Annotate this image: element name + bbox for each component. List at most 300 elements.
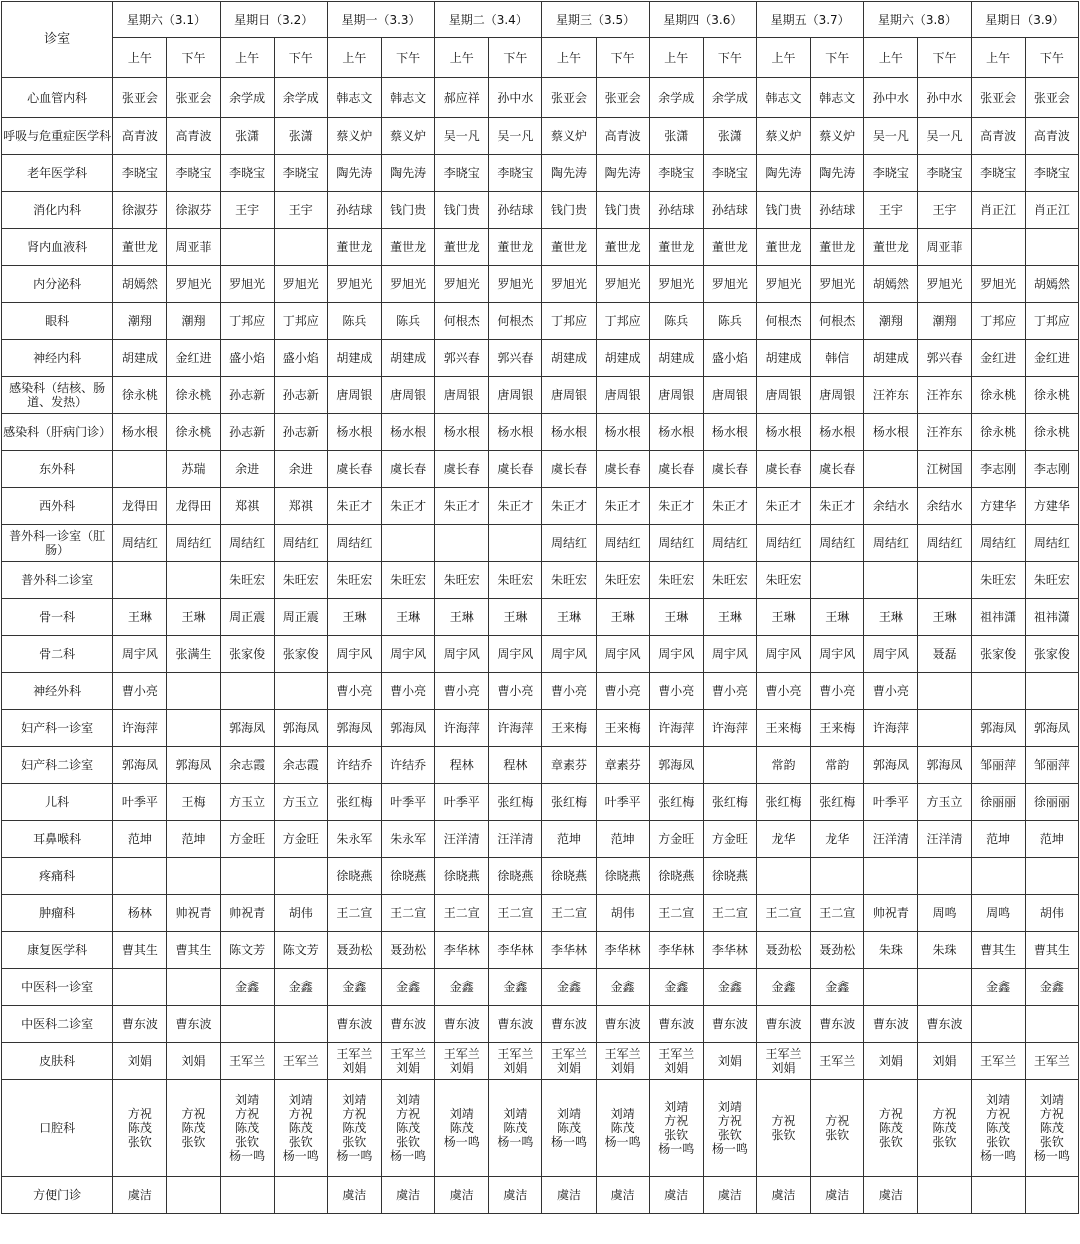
- doctor-cell: 周宇风: [113, 636, 167, 673]
- doctor-cell: 郭海凤: [1025, 710, 1078, 747]
- doctor-cell: 罗旭光: [756, 266, 810, 303]
- doctor-cell: 高青波: [113, 118, 167, 155]
- doctor-cell: [918, 673, 971, 710]
- doctor-cell: 叶季平: [382, 784, 435, 821]
- doctor-cell: 方祝 张钦: [811, 1080, 864, 1177]
- doctor-cell: 王琳: [918, 599, 971, 636]
- doctor-cell: 唐周银: [649, 377, 703, 414]
- table-row: [2, 414, 1079, 451]
- doctor-cell: 周结红: [167, 525, 220, 562]
- doctor-cell: 许结乔: [382, 747, 435, 784]
- doctor-cell: 章素芬: [542, 747, 596, 784]
- department-name: 心血管内科: [2, 78, 113, 118]
- doctor-cell: 范坤: [542, 821, 596, 858]
- doctor-cell: 潮翔: [113, 303, 167, 340]
- doctor-cell: 曹东波: [382, 1006, 435, 1043]
- doctor-cell: [220, 1006, 274, 1043]
- doctor-cell: [220, 1177, 274, 1214]
- doctor-cell: 刘靖 方祝 陈茂 张钦 杨一鸣: [1025, 1080, 1078, 1177]
- doctor-cell: 周结红: [864, 525, 918, 562]
- doctor-cell: 余进: [220, 451, 274, 488]
- doctor-cell: 孙中水: [918, 78, 971, 118]
- doctor-cell: 胡建成: [596, 340, 649, 377]
- doctor-cell: 方祝 陈茂 张钦: [167, 1080, 220, 1177]
- doctor-cell: 韩志文: [756, 78, 810, 118]
- doctor-cell: 周宇风: [811, 636, 864, 673]
- doctor-cell: [113, 969, 167, 1006]
- doctor-cell: 李华林: [435, 932, 489, 969]
- department-name: 西外科: [2, 488, 113, 525]
- doctor-cell: 刘靖 方祝 陈茂 张钦 杨一鸣: [971, 1080, 1025, 1177]
- doctor-cell: 朱旺宏: [596, 562, 649, 599]
- doctor-cell: 罗旭光: [274, 266, 327, 303]
- doctor-cell: 盛小焰: [703, 340, 756, 377]
- afternoon-header: 下午: [167, 38, 220, 78]
- doctor-cell: 胡建成: [113, 340, 167, 377]
- doctor-cell: 周结红: [918, 525, 971, 562]
- doctor-cell: 王二宣: [382, 895, 435, 932]
- doctor-cell: 潮翔: [167, 303, 220, 340]
- doctor-cell: 李晓宝: [649, 155, 703, 192]
- doctor-cell: 罗旭光: [596, 266, 649, 303]
- doctor-cell: [971, 1006, 1025, 1043]
- doctor-cell: 唐周银: [382, 377, 435, 414]
- doctor-cell: [864, 858, 918, 895]
- doctor-cell: 朱永军: [382, 821, 435, 858]
- doctor-cell: 朱正才: [327, 488, 381, 525]
- doctor-cell: 许海萍: [864, 710, 918, 747]
- doctor-cell: 胡伟: [1025, 895, 1078, 932]
- doctor-cell: 周正震: [220, 599, 274, 636]
- doctor-cell: 韩志文: [327, 78, 381, 118]
- doctor-cell: 周结红: [542, 525, 596, 562]
- department-name: 神经外科: [2, 673, 113, 710]
- doctor-cell: 范坤: [167, 821, 220, 858]
- doctor-cell: 钱门贵: [542, 192, 596, 229]
- doctor-cell: 周结红: [327, 525, 381, 562]
- department-name: 方便门诊: [2, 1177, 113, 1214]
- table-row: [2, 192, 1079, 229]
- doctor-cell: [864, 451, 918, 488]
- doctor-cell: 何根杰: [435, 303, 489, 340]
- doctor-cell: [167, 562, 220, 599]
- doctor-cell: 张亚会: [167, 78, 220, 118]
- doctor-cell: 张满生: [167, 636, 220, 673]
- doctor-cell: 刘靖 方祝 陈茂 张钦 杨一鸣: [274, 1080, 327, 1177]
- doctor-cell: 朱正才: [649, 488, 703, 525]
- afternoon-header: 下午: [382, 38, 435, 78]
- doctor-cell: [489, 525, 542, 562]
- doctor-cell: 金鑫: [382, 969, 435, 1006]
- doctor-cell: 徐永桃: [971, 414, 1025, 451]
- doctor-cell: 王二宣: [542, 895, 596, 932]
- doctor-cell: 张亚会: [542, 78, 596, 118]
- doctor-cell: 曹小亮: [327, 673, 381, 710]
- doctor-cell: 王来梅: [596, 710, 649, 747]
- doctor-cell: 虞洁: [327, 1177, 381, 1214]
- doctor-cell: 董世龙: [327, 229, 381, 266]
- doctor-cell: 叶季平: [435, 784, 489, 821]
- morning-header: 上午: [864, 38, 918, 78]
- doctor-cell: 方玉立: [918, 784, 971, 821]
- department-name: 妇产科一诊室: [2, 710, 113, 747]
- doctor-cell: 王军兰 刘娟: [489, 1043, 542, 1080]
- table-row: [2, 562, 1079, 599]
- doctor-cell: 胡伟: [274, 895, 327, 932]
- doctor-cell: 虞长春: [489, 451, 542, 488]
- doctor-cell: [703, 747, 756, 784]
- doctor-cell: [274, 1177, 327, 1214]
- doctor-cell: 张家俊: [1025, 636, 1078, 673]
- doctor-cell: [167, 710, 220, 747]
- doctor-cell: 陶先涛: [327, 155, 381, 192]
- doctor-cell: 孙结球: [811, 192, 864, 229]
- table-row: [2, 858, 1079, 895]
- department-name: 中医科二诊室: [2, 1006, 113, 1043]
- doctor-cell: 郭海凤: [649, 747, 703, 784]
- department-name: 疼痛科: [2, 858, 113, 895]
- doctor-cell: 曹东波: [489, 1006, 542, 1043]
- doctor-cell: 周正震: [274, 599, 327, 636]
- doctor-cell: 王军兰 刘娟: [756, 1043, 810, 1080]
- doctor-cell: 龙华: [811, 821, 864, 858]
- doctor-cell: 罗旭光: [649, 266, 703, 303]
- doctor-cell: [220, 858, 274, 895]
- doctor-cell: 蔡义炉: [327, 118, 381, 155]
- doctor-cell: 孙结球: [327, 192, 381, 229]
- doctor-cell: 刘靖 陈茂 杨一鸣: [435, 1080, 489, 1177]
- doctor-cell: 王宇: [220, 192, 274, 229]
- doctor-cell: 叶季平: [596, 784, 649, 821]
- doctor-cell: 曹东波: [811, 1006, 864, 1043]
- doctor-cell: 李志刚: [971, 451, 1025, 488]
- doctor-cell: 董世龙: [649, 229, 703, 266]
- afternoon-header: 下午: [489, 38, 542, 78]
- doctor-cell: 李晓宝: [971, 155, 1025, 192]
- doctor-cell: 郭兴春: [435, 340, 489, 377]
- doctor-cell: 孙志新: [274, 414, 327, 451]
- doctor-cell: 朱旺宏: [971, 562, 1025, 599]
- doctor-cell: 王军兰 刘娟: [596, 1043, 649, 1080]
- doctor-cell: 周宇风: [382, 636, 435, 673]
- department-name: 肾内血液科: [2, 229, 113, 266]
- doctor-cell: [971, 673, 1025, 710]
- doctor-cell: [864, 969, 918, 1006]
- doctor-cell: 曹其生: [113, 932, 167, 969]
- table-row: [2, 155, 1079, 192]
- doctor-cell: 江树国: [918, 451, 971, 488]
- doctor-cell: 周宇风: [596, 636, 649, 673]
- doctor-cell: 徐永桃: [971, 377, 1025, 414]
- doctor-cell: 许海萍: [435, 710, 489, 747]
- doctor-cell: 郝应祥: [435, 78, 489, 118]
- doctor-cell: 周结红: [1025, 525, 1078, 562]
- doctor-cell: 孙中水: [489, 78, 542, 118]
- doctor-cell: 钱门贵: [596, 192, 649, 229]
- doctor-cell: 方建华: [971, 488, 1025, 525]
- doctor-cell: 丁邦应: [971, 303, 1025, 340]
- doctor-cell: 朱正才: [596, 488, 649, 525]
- doctor-cell: 王二宣: [811, 895, 864, 932]
- afternoon-header: 下午: [596, 38, 649, 78]
- doctor-cell: 陈兵: [382, 303, 435, 340]
- table-row: [2, 525, 1079, 562]
- doctor-cell: 罗旭光: [382, 266, 435, 303]
- doctor-cell: 余结水: [918, 488, 971, 525]
- doctor-cell: 周宇风: [703, 636, 756, 673]
- doctor-cell: 胡建成: [649, 340, 703, 377]
- doctor-cell: 聂劲松: [382, 932, 435, 969]
- doctor-cell: 蔡义炉: [811, 118, 864, 155]
- doctor-cell: [1025, 673, 1078, 710]
- doctor-cell: 周结红: [220, 525, 274, 562]
- doctor-cell: 陈兵: [649, 303, 703, 340]
- doctor-cell: 王琳: [756, 599, 810, 636]
- doctor-cell: 周亚菲: [918, 229, 971, 266]
- doctor-cell: [1025, 229, 1078, 266]
- doctor-cell: 曹小亮: [382, 673, 435, 710]
- doctor-cell: 金鑫: [274, 969, 327, 1006]
- doctor-cell: 周结红: [756, 525, 810, 562]
- doctor-cell: 王军兰: [274, 1043, 327, 1080]
- morning-header: 上午: [649, 38, 703, 78]
- doctor-cell: 李晓宝: [435, 155, 489, 192]
- doctor-cell: 胡嫣然: [1025, 266, 1078, 303]
- doctor-cell: 陶先涛: [542, 155, 596, 192]
- doctor-cell: 徐晓燕: [703, 858, 756, 895]
- doctor-cell: 胡建成: [382, 340, 435, 377]
- doctor-cell: 聂磊: [918, 636, 971, 673]
- doctor-cell: 王二宣: [649, 895, 703, 932]
- half-day-header-row: [2, 38, 1079, 78]
- doctor-cell: 郑祺: [220, 488, 274, 525]
- doctor-cell: 陈兵: [703, 303, 756, 340]
- doctor-cell: 李晓宝: [220, 155, 274, 192]
- doctor-cell: 张家俊: [220, 636, 274, 673]
- doctor-cell: 周结红: [811, 525, 864, 562]
- doctor-cell: 范坤: [113, 821, 167, 858]
- doctor-cell: 朱旺宏: [1025, 562, 1078, 599]
- doctor-cell: 程林: [489, 747, 542, 784]
- doctor-cell: 常韵: [756, 747, 810, 784]
- doctor-cell: 汪洋清: [489, 821, 542, 858]
- table-row: [2, 1006, 1079, 1043]
- doctor-cell: 王琳: [435, 599, 489, 636]
- doctor-cell: 叶季平: [864, 784, 918, 821]
- doctor-cell: 徐淑芬: [167, 192, 220, 229]
- doctor-cell: 曹小亮: [542, 673, 596, 710]
- doctor-cell: 张红梅: [542, 784, 596, 821]
- morning-header: 上午: [113, 38, 167, 78]
- table-row: [2, 636, 1079, 673]
- doctor-cell: 苏瑞: [167, 451, 220, 488]
- doctor-cell: 郭海凤: [382, 710, 435, 747]
- doctor-cell: 杨水根: [327, 414, 381, 451]
- department-name: 皮肤科: [2, 1043, 113, 1080]
- doctor-cell: 张家俊: [971, 636, 1025, 673]
- doctor-cell: 曹东波: [113, 1006, 167, 1043]
- doctor-cell: 杨水根: [489, 414, 542, 451]
- doctor-cell: 金红进: [971, 340, 1025, 377]
- doctor-cell: 虞长春: [596, 451, 649, 488]
- afternoon-header: 下午: [274, 38, 327, 78]
- doctor-cell: 徐晓燕: [649, 858, 703, 895]
- doctor-cell: 陶先涛: [756, 155, 810, 192]
- doctor-cell: 王军兰 刘娟: [435, 1043, 489, 1080]
- morning-header: 上午: [542, 38, 596, 78]
- department-name: 骨二科: [2, 636, 113, 673]
- doctor-cell: 丁邦应: [1025, 303, 1078, 340]
- afternoon-header: 下午: [703, 38, 756, 78]
- table-row: [2, 451, 1079, 488]
- doctor-cell: 董世龙: [864, 229, 918, 266]
- doctor-cell: 方金旺: [649, 821, 703, 858]
- doctor-cell: 王军兰 刘娟: [542, 1043, 596, 1080]
- doctor-cell: 刘娟: [703, 1043, 756, 1080]
- doctor-cell: 唐周银: [596, 377, 649, 414]
- morning-header: 上午: [220, 38, 274, 78]
- doctor-cell: [167, 858, 220, 895]
- doctor-cell: 周鸣: [971, 895, 1025, 932]
- doctor-cell: 周结红: [274, 525, 327, 562]
- doctor-cell: 董世龙: [756, 229, 810, 266]
- doctor-cell: 徐永桃: [1025, 377, 1078, 414]
- department-name: 眼科: [2, 303, 113, 340]
- table-row: [2, 673, 1079, 710]
- doctor-cell: 朱珠: [918, 932, 971, 969]
- doctor-cell: 唐周银: [489, 377, 542, 414]
- doctor-cell: 汪祚东: [918, 414, 971, 451]
- doctor-cell: 方金旺: [703, 821, 756, 858]
- doctor-cell: 杨水根: [113, 414, 167, 451]
- doctor-cell: [382, 525, 435, 562]
- table-row: [2, 229, 1079, 266]
- doctor-cell: 金鑫: [703, 969, 756, 1006]
- doctor-cell: 董世龙: [435, 229, 489, 266]
- doctor-cell: 郭海凤: [274, 710, 327, 747]
- doctor-cell: 方祝 张钦: [756, 1080, 810, 1177]
- doctor-cell: 朱正才: [811, 488, 864, 525]
- doctor-cell: 龙得田: [167, 488, 220, 525]
- doctor-cell: 虞洁: [756, 1177, 810, 1214]
- doctor-cell: 钱门贵: [382, 192, 435, 229]
- doctor-cell: 盛小焰: [274, 340, 327, 377]
- day-header: 星期六（3.1）: [113, 2, 220, 38]
- doctor-cell: 王梅: [167, 784, 220, 821]
- doctor-cell: 韩志文: [811, 78, 864, 118]
- department-name: 感染科（结核、肠道、发热）: [2, 377, 113, 414]
- doctor-cell: 罗旭光: [327, 266, 381, 303]
- doctor-cell: 王军兰 刘娟: [649, 1043, 703, 1080]
- doctor-cell: 刘娟: [918, 1043, 971, 1080]
- doctor-cell: [864, 562, 918, 599]
- doctor-cell: 胡嫣然: [113, 266, 167, 303]
- doctor-cell: 汪洋清: [435, 821, 489, 858]
- doctor-cell: 何根杰: [756, 303, 810, 340]
- doctor-cell: 朱正才: [489, 488, 542, 525]
- doctor-cell: 虞洁: [864, 1177, 918, 1214]
- doctor-cell: 邹丽萍: [1025, 747, 1078, 784]
- doctor-cell: 曹东波: [649, 1006, 703, 1043]
- doctor-cell: 郭海凤: [167, 747, 220, 784]
- doctor-cell: 盛小焰: [220, 340, 274, 377]
- doctor-cell: [274, 858, 327, 895]
- doctor-cell: 陶先涛: [596, 155, 649, 192]
- doctor-cell: 唐周银: [327, 377, 381, 414]
- doctor-cell: 李晓宝: [703, 155, 756, 192]
- doctor-cell: 朱旺宏: [649, 562, 703, 599]
- doctor-cell: 罗旭光: [220, 266, 274, 303]
- table-row: [2, 377, 1079, 414]
- department-name: 儿科: [2, 784, 113, 821]
- doctor-cell: 罗旭光: [542, 266, 596, 303]
- doctor-cell: 虞长春: [811, 451, 864, 488]
- doctor-cell: 曹小亮: [113, 673, 167, 710]
- doctor-cell: 金鑫: [327, 969, 381, 1006]
- department-name: 妇产科二诊室: [2, 747, 113, 784]
- doctor-cell: 罗旭光: [971, 266, 1025, 303]
- doctor-cell: 虞洁: [435, 1177, 489, 1214]
- doctor-cell: 余学成: [220, 78, 274, 118]
- department-name: 消化内科: [2, 192, 113, 229]
- doctor-cell: 陶先涛: [382, 155, 435, 192]
- doctor-cell: 方玉立: [274, 784, 327, 821]
- doctor-cell: 李华林: [489, 932, 542, 969]
- doctor-cell: 曹东波: [327, 1006, 381, 1043]
- doctor-cell: 张亚会: [113, 78, 167, 118]
- doctor-cell: [811, 562, 864, 599]
- doctor-cell: 徐丽丽: [1025, 784, 1078, 821]
- afternoon-header: 下午: [918, 38, 971, 78]
- doctor-cell: 徐永桃: [167, 377, 220, 414]
- department-name: 呼吸与危重症医学科: [2, 118, 113, 155]
- doctor-cell: 邹丽萍: [971, 747, 1025, 784]
- doctor-cell: 王琳: [703, 599, 756, 636]
- doctor-cell: 陈兵: [327, 303, 381, 340]
- doctor-cell: 常韵: [811, 747, 864, 784]
- doctor-cell: 高青波: [1025, 118, 1078, 155]
- doctor-cell: 许海萍: [113, 710, 167, 747]
- day-header: 星期二（3.4）: [435, 2, 542, 38]
- doctor-cell: 罗旭光: [167, 266, 220, 303]
- doctor-cell: 帅祝青: [220, 895, 274, 932]
- doctor-cell: 朱正才: [542, 488, 596, 525]
- doctor-cell: 曹东波: [596, 1006, 649, 1043]
- doctor-cell: [811, 858, 864, 895]
- doctor-cell: 张亚会: [596, 78, 649, 118]
- day-header: 星期六（3.8）: [864, 2, 971, 38]
- doctor-cell: 徐淑芬: [113, 192, 167, 229]
- doctor-cell: 金红进: [1025, 340, 1078, 377]
- doctor-cell: 王琳: [542, 599, 596, 636]
- table-row: [2, 710, 1079, 747]
- doctor-cell: 周宇风: [649, 636, 703, 673]
- doctor-cell: 徐永桃: [167, 414, 220, 451]
- doctor-cell: 张潇: [649, 118, 703, 155]
- doctor-cell: 张红梅: [811, 784, 864, 821]
- doctor-cell: [220, 673, 274, 710]
- doctor-cell: 朱旺宏: [542, 562, 596, 599]
- doctor-cell: 高青波: [596, 118, 649, 155]
- doctor-cell: 李晓宝: [113, 155, 167, 192]
- doctor-cell: 王二宣: [703, 895, 756, 932]
- doctor-cell: 郑祺: [274, 488, 327, 525]
- department-name: 骨一科: [2, 599, 113, 636]
- doctor-cell: 杨水根: [864, 414, 918, 451]
- doctor-cell: 钱门贵: [756, 192, 810, 229]
- doctor-cell: 杨水根: [649, 414, 703, 451]
- doctor-cell: 唐周银: [542, 377, 596, 414]
